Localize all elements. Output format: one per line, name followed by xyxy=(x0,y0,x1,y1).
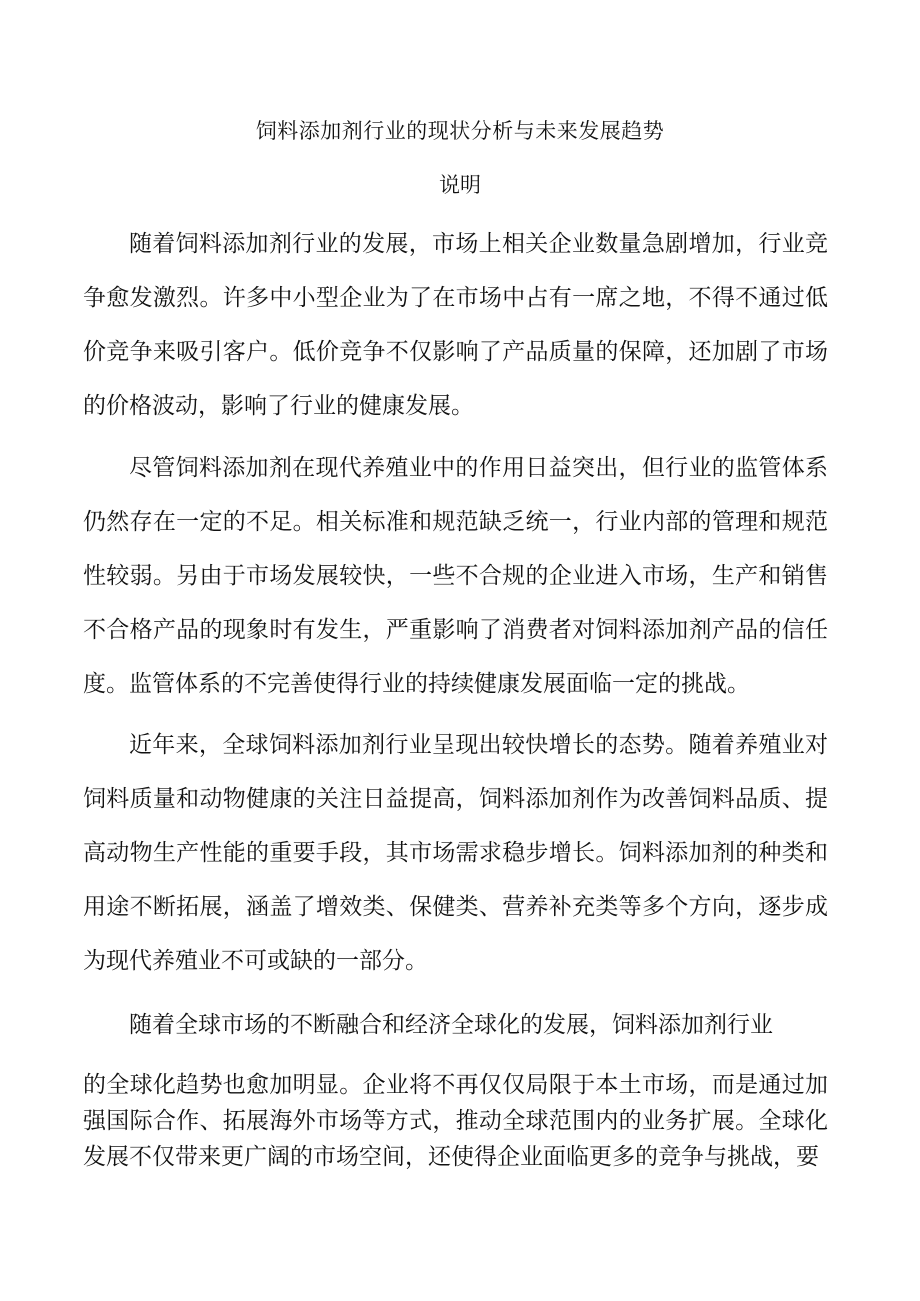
paragraph-regulation: 尽管饲料添加剂在现代养殖业中的作用日益突出，但行业的监管体系仍然存在一定的不足。相关标准和规范缺乏统一，行业内部的管理和规范性较弱。另由于市场发展较快，一些不合规的企业进入市场，生产和销售不合格产品的现象时有发生，严重影响了消费者对饲料添加剂产品的信任度。监管体系的不完善使得行业的持续健康发展面临一定的挑战。 xyxy=(83,455,828,697)
document-subtitle: 说明 xyxy=(439,173,481,197)
paragraph-globalization-continued: 的全球化趋势也愈加明显。企业将不再仅仅局限于本土市场，而是通过加强国际合作、拓展海外市场等方式，推动全球范围内的业务扩展。全球化发展不仅带来更广阔的市场空间，还使得企业面临更多的竞争与挑战，要 xyxy=(83,1072,828,1170)
paragraph-market-competition: 随着饲料添加剂行业的发展，市场上相关企业数量急剧增加，行业竞争愈发激烈。许多中小型企业为了在市场中占有一席之地，不得不通过低价竞争来吸引客户。低价竞争不仅影响了产品质量的保障，还加剧了市场的价格波动，影响了行业的健康发展。 xyxy=(83,231,828,419)
paragraph-globalization-start: 随着全球市场的不断融合和经济全球化的发展，饲料添加剂行业 xyxy=(129,1012,773,1038)
document-title: 饲料添加剂行业的现状分析与未来发展趋势 xyxy=(255,119,665,143)
paragraph-growth: 近年来，全球饲料添加剂行业呈现出较快增长的态势。随着养殖业对饲料质量和动物健康的关注日益提高，饲料添加剂作为改善饲料品质、提高动物生产性能的重要手段，其市场需求稳步增长。饲料添加剂的种类和用途不断拓展，涵盖了增效类、保健类、营养补充类等多个方向，逐步成为现代养殖业不可或缺的一部分。 xyxy=(83,732,828,974)
